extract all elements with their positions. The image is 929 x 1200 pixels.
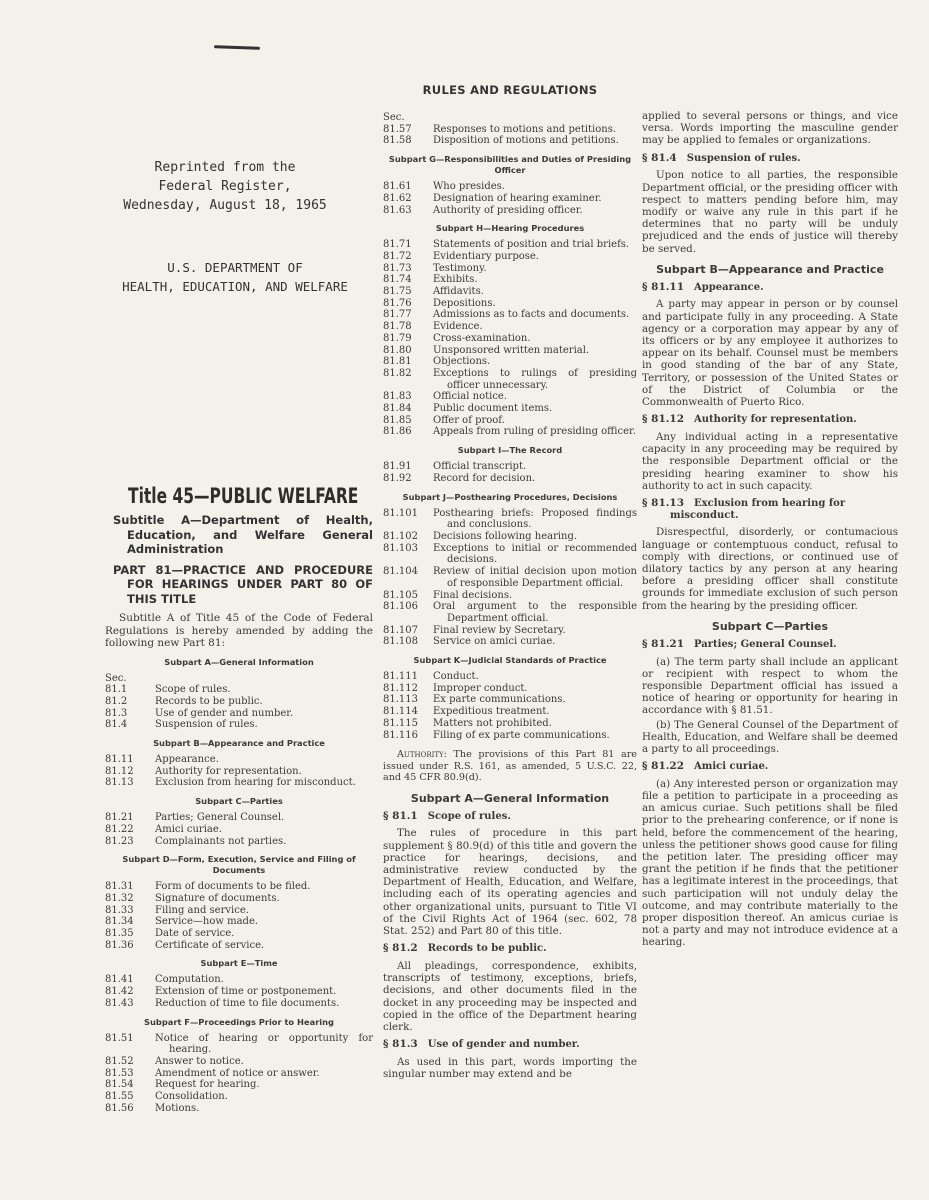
toc-section-number: 81.11 (105, 754, 134, 766)
section-number: § 81.1 (383, 809, 418, 822)
toc-entry (383, 193, 637, 205)
toc-subpart-heading: Subpart A—General Information (164, 656, 314, 667)
toc-entry (105, 916, 373, 928)
toc-entry (383, 706, 637, 718)
toc-section-number: 81.4 (105, 719, 128, 731)
toc-section-title: Official transcript. (433, 461, 527, 473)
toc-section-number: 81.57 (383, 123, 412, 135)
toc-section-number: 81.107 (383, 624, 418, 636)
toc-section-number: 81.115 (383, 717, 418, 729)
toc-section-title: Filing of ex parte communications. (433, 729, 610, 741)
toc-section-title: Exhibits. (433, 274, 478, 286)
toc-entry (383, 543, 637, 566)
toc-entry (105, 824, 373, 836)
toc-section-number: 81.34 (105, 916, 134, 928)
toc-entry (105, 836, 373, 848)
section-number: § 81.13 (642, 496, 685, 509)
toc-section-title: Appeals from ruling of presiding officer. (433, 426, 636, 438)
toc-entry (105, 1033, 373, 1056)
toc-section-number: 81.103 (383, 542, 418, 554)
toc-subpart-heading: Subpart J—Posthearing Procedures, Decisions (402, 491, 618, 502)
section-number: § 81.11 (642, 280, 685, 293)
toc-section-number: 81.73 (383, 262, 412, 274)
toc-section-number: 81.106 (383, 601, 418, 613)
toc-entry (105, 1068, 373, 1080)
toc-section-title: Authority for representation. (155, 765, 302, 777)
authority-label: Authority: (397, 749, 447, 761)
toc-section-title: Certificate of service. (155, 939, 265, 951)
toc-section-title: Statements of position and trial briefs. (433, 239, 630, 251)
toc-entry (383, 671, 637, 683)
toc-entry (383, 718, 637, 730)
toc-section-title: Form of documents to be filed. (155, 881, 311, 893)
subpart-heading: Subpart A—General Information (410, 791, 610, 805)
toc-entry (383, 135, 637, 147)
toc-section-title: Testimony. (433, 262, 487, 274)
toc-section-number: 81.55 (105, 1091, 134, 1103)
toc-section-number: 81.22 (105, 823, 134, 835)
toc-section-number: 81.71 (383, 239, 412, 251)
running-head: RULES AND REGULATIONS (422, 83, 598, 97)
toc-section-number: 81.82 (383, 367, 412, 379)
toc-entry (383, 601, 637, 624)
toc-section-title: Appearance. (155, 754, 219, 766)
toc-section-number: 81.42 (105, 986, 134, 998)
toc-section-number: 81.113 (383, 694, 418, 706)
toc-section-title: Records to be public. (155, 695, 263, 707)
scan-mark (214, 45, 260, 50)
toc-section-number: 81.83 (383, 391, 412, 403)
toc-section-number: 81.85 (383, 414, 412, 426)
toc-section-title: Evidentiary purpose. (433, 250, 539, 262)
toc-section-number: 81.41 (105, 974, 134, 986)
toc-section-title: Oral argument to the responsible Department official. (433, 601, 637, 624)
department-line: HEALTH, EDUCATION, AND WELFARE (122, 279, 348, 294)
toc-section-number: 81.91 (383, 461, 412, 473)
toc-section-title: Exclusion from hearing for misconduct. (155, 777, 356, 789)
toc-section-number: 81.86 (383, 426, 412, 438)
section-heading (642, 414, 898, 426)
toc-section-number: 81.56 (105, 1102, 134, 1114)
toc-entry (105, 754, 373, 766)
toc-section-title: Cross-examination. (433, 332, 531, 344)
subpart-heading: Subpart B—Appearance and Practice (656, 262, 884, 276)
section-heading (383, 811, 637, 823)
toc-section-title: Use of gender and number. (155, 707, 294, 719)
toc-entry (105, 696, 373, 708)
toc-section-title: Authority of presiding officer. (433, 204, 583, 216)
section-number: § 81.4 (642, 151, 677, 164)
toc-entry (383, 205, 637, 217)
toc-section-number: 81.105 (383, 589, 418, 601)
toc-entry (383, 426, 637, 438)
toc-entry (105, 1056, 373, 1068)
toc-section-title: Amici curiae. (155, 823, 222, 835)
subpart-heading: Subpart C—Parties (711, 619, 829, 633)
toc-section-number: 81.13 (105, 777, 134, 789)
toc-section-title: Disposition of motions and petitions. (433, 135, 619, 147)
toc-section-number: 81.3 (105, 707, 128, 719)
toc-entry (383, 263, 637, 275)
toc-entry (383, 694, 637, 706)
toc-section-title: Responses to motions and petitions. (433, 123, 617, 135)
toc-entry (105, 812, 373, 824)
toc-section-number: 81.102 (383, 530, 418, 542)
toc-section-title: Filing and service. (155, 904, 249, 916)
toc-section-number: 81.111 (383, 671, 418, 683)
toc-section-number: 81.33 (105, 904, 134, 916)
toc-entry (383, 274, 637, 286)
toc-entry (105, 974, 373, 986)
section-paragraph: All pleadings, correspondence, exhibits, transcripts of testimony, exceptions, briefs, decisions, and other documents filed in the docket in any proceeding may be inspected and copied in the office of the Department hearing clerk. (383, 959, 637, 1033)
section-title: Parties; General Counsel. (694, 638, 837, 650)
reprint-line: Federal Register, (158, 179, 292, 194)
toc-entry (105, 1091, 373, 1103)
toc-entry (105, 998, 373, 1010)
toc-entry (383, 345, 637, 357)
toc-section-number: 81.75 (383, 286, 412, 298)
section-paragraph: Disrespectful, disorderly, or contumacious language or contemptuous conduct, refusal to comply with directions, or continued use of dilatory tactics by any person at any hearing before a presiding officer shall constitute grounds for immediate exclusion of such person from the hearing by the presiding officer. (642, 526, 898, 612)
toc-section-title: Decisions following hearing. (433, 530, 578, 542)
toc-section-number: 81.72 (383, 250, 412, 262)
toc-entry (105, 684, 373, 696)
toc-entry (383, 461, 637, 473)
section-number: § 81.3 (383, 1038, 418, 1051)
section-heading (642, 761, 898, 773)
toc-section-title: Who presides. (433, 181, 505, 193)
section-paragraph: Any individual acting in a representative capacity in any proceeding may be required by the responsible Department official or the presiding hearing examiner to show his authority to act in such capacity. (642, 430, 898, 492)
toc-section-title: Answer to notice. (155, 1055, 244, 1067)
toc-subpart-heading: Subpart F—Proceedings Prior to Hearing (144, 1016, 334, 1027)
toc-entry (383, 590, 637, 602)
section-title: Authority for representation. (694, 414, 857, 426)
department-name (95, 258, 375, 296)
section-title: Appearance. (694, 281, 764, 293)
section-number: § 81.21 (642, 637, 685, 650)
toc-section-number: 81.21 (105, 812, 134, 824)
toc-section-number: 81.92 (383, 472, 412, 484)
toc-entry (383, 368, 637, 391)
toc-entry (105, 986, 373, 998)
toc-section-title: Review of initial decision upon motion of responsible Department official. (433, 566, 637, 589)
toc-section-title: Request for hearing. (155, 1079, 260, 1091)
toc-section-number: 81.53 (105, 1067, 134, 1079)
section-heading (642, 498, 898, 521)
section-heading (383, 1039, 637, 1051)
right-column (642, 110, 898, 951)
toc-entry (383, 403, 637, 415)
section-paragraph: (a) Any interested person or organization may file a petition to participate in a proceeding as an amicus curiae. Such petitions shall be filed prior to the prehearing conference, or if none is held, before the commencement of the hearing, unless the petitioner shows good cause for filing the petition later. The presiding officer may grant the petition if he finds that the petitioner has a legitimate interest in the proceedings, that such participation will not unduly delay the outcome, and may contribute materially to the proper disposition thereof. An amicus curiae is not a party and may not introduce evidence at a hearing. (642, 777, 898, 949)
section-title: Records to be public. (427, 943, 547, 955)
toc-section-title: Notice of hearing or opportunity for hearing. (155, 1032, 373, 1056)
toc-sec-label: Sec. (383, 112, 405, 123)
toc-entry (105, 893, 373, 905)
toc-subpart-heading: Subpart I—The Record (457, 445, 563, 456)
toc-entry (105, 881, 373, 893)
section-title: Use of gender and number. (427, 1039, 580, 1051)
toc-section-title: Scope of rules. (155, 684, 231, 696)
toc-section-number: 81.116 (383, 729, 418, 741)
toc-entry (105, 708, 373, 720)
toc-section-title: Designation of hearing examiner. (433, 192, 602, 204)
toc-entry (383, 239, 637, 251)
toc-entry (383, 251, 637, 263)
toc-subpart-heading: Subpart K—Judicial Standards of Practice (413, 655, 607, 666)
toc-section-title: Official notice. (433, 391, 508, 403)
toc-section-title: Computation. (155, 974, 224, 986)
toc-entry (383, 625, 637, 637)
toc-section-title: Objections. (433, 356, 491, 368)
toc-section-number: 81.54 (105, 1079, 134, 1091)
section-paragraph: A party may appear in person or by counsel and participate fully in any proceeding. A State agency or a corporation may appear by any of its officers or by any employee it authorizes to appear on its behalf. Counsel must be members in good standing of the bar of any State, Territory, or possession of the United States or of the District of Columbia or the Commonwealth of Puerto Rico. (642, 298, 898, 409)
section-heading (642, 282, 898, 294)
toc-section-number: 81.74 (383, 274, 412, 286)
toc-section-number: 81.104 (383, 566, 418, 578)
toc-entry (105, 777, 373, 789)
toc-entry (383, 730, 637, 742)
reprint-line: Wednesday, August 18, 1965 (123, 198, 327, 213)
toc-section-number: 81.78 (383, 321, 412, 333)
toc-subpart-heading: Subpart H—Hearing Procedures (435, 223, 585, 234)
toc-section-number: 81.61 (383, 181, 412, 193)
subtitle-heading: Subtitle A—Department of Health, Education, and Welfare General Administration (113, 513, 373, 556)
toc-entry (105, 1079, 373, 1091)
toc-section-number: 81.112 (383, 682, 418, 694)
toc-subpart-heading: Subpart E—Time (200, 958, 278, 969)
toc-section-title: Offer of proof. (433, 414, 505, 426)
toc-subpart-heading: Subpart C—Parties (195, 796, 283, 807)
toc-section-title: Conduct. (433, 671, 479, 683)
toc-section-title: Affidavits. (433, 286, 484, 298)
section-paragraph: (b) The General Counsel of the Department of Health, Education, and Welfare shall be deemed a party to all proceedings. (642, 718, 898, 755)
toc-section-number: 81.23 (105, 835, 134, 847)
toc-section-title: Consolidation. (155, 1091, 228, 1103)
toc-section-number: 81.84 (383, 403, 412, 415)
toc-entry (383, 356, 637, 368)
toc-entry (105, 928, 373, 940)
section-title: Scope of rules. (427, 810, 511, 822)
toc-subpart-heading: Subpart G—Responsibilities and Duties of Presiding Officer (388, 154, 632, 176)
section-title: Amici curiae. (694, 761, 769, 773)
toc-entry (383, 309, 637, 321)
toc-section-number: 81.81 (383, 356, 412, 368)
toc-section-title: Extension of time or postponement. (155, 986, 337, 998)
section-title: Suspension of rules. (686, 152, 801, 164)
toc-section-number: 81.79 (383, 332, 412, 344)
toc-section-title: Signature of documents. (155, 892, 280, 904)
toc-section-number: 81.52 (105, 1055, 134, 1067)
toc-section-number: 81.51 (105, 1032, 134, 1044)
toc-section-title: Reduction of time to file documents. (155, 997, 340, 1009)
toc-entry (383, 683, 637, 695)
toc-entry (383, 333, 637, 345)
toc-entry (383, 298, 637, 310)
toc-section-title: Final decisions. (433, 589, 513, 601)
section-number: § 81.22 (642, 760, 685, 773)
toc-section-title: Record for decision. (433, 472, 536, 484)
part-heading: PART 81—PRACTICE AND PROCEDURE FOR HEARINGS UNDER PART 80 OF THIS TITLE (113, 562, 373, 606)
section-heading (383, 943, 637, 955)
section-title: Exclusion from hearing for misconduct. (670, 497, 846, 521)
toc-entry (383, 473, 637, 485)
document-title: Title 45—PUBLIC WELFARE (128, 484, 359, 508)
toc-subpart-heading: Subpart B—Appearance and Practice (153, 738, 325, 749)
section-number: § 81.12 (642, 413, 685, 426)
toc-section-number: 81.12 (105, 765, 134, 777)
toc-entry (383, 508, 637, 531)
toc-section-title: Admissions as to facts and documents. (433, 309, 630, 321)
toc-entry (383, 636, 637, 648)
toc-section-title: Ex parte communications. (433, 694, 566, 706)
department-line: U.S. DEPARTMENT OF (167, 260, 303, 275)
section-heading (642, 153, 898, 165)
toc-sec-label: Sec. (105, 672, 127, 684)
toc-section-title: Motions. (155, 1102, 200, 1114)
toc-section-title: Service on amici curiae. (433, 636, 556, 648)
toc-section-number: 81.43 (105, 997, 134, 1009)
toc-section-title: Parties; General Counsel. (155, 812, 285, 824)
reprint-line: Reprinted from the (154, 160, 296, 175)
toc-section-number: 81.35 (105, 928, 134, 940)
toc-entry (383, 321, 637, 333)
toc-entry (383, 566, 637, 589)
toc-entry (105, 1103, 373, 1115)
toc-entry (383, 391, 637, 403)
section-paragraph: As used in this part, words importing the singular number may extend and be (383, 1055, 637, 1081)
toc-section-title: Evidence. (433, 321, 483, 333)
left-column (105, 513, 373, 1114)
reprint-notice (100, 158, 350, 215)
toc-entry (383, 531, 637, 543)
toc-section-number: 81.114 (383, 706, 418, 718)
toc-section-number: 81.77 (383, 309, 412, 321)
section-paragraph: Upon notice to all parties, the responsible Department official, or the presiding officer with respect to matters pending before him, may modify or waive any rule in this part if he determines that no party will be unduly prejudiced and the ends of justice will thereby be served. (642, 169, 898, 255)
toc-entry (383, 286, 637, 298)
toc-section-title: Suspension of rules. (155, 719, 258, 731)
section-paragraph: The rules of procedure in this part supplement § 80.9(d) of this title and govern the practice for hearings, decisions, and administrative review conducted by the Department of Health, Education, and Welfare, including each of its operating agencies and other organizational units, pursuant to Title VI of the Civil Rights Act of 1964 (sec. 602, 78 Stat. 252) and Part 80 of this title. (383, 827, 637, 938)
intro-paragraph: Subtitle A of Title 45 of the Code of Federal Regulations is hereby amended by adding the following new Part 81: (105, 612, 373, 649)
toc-section-number: 81.2 (105, 695, 128, 707)
toc-section-number: 81.101 (383, 507, 418, 519)
toc-section-number: 81.108 (383, 636, 418, 648)
toc-section-title: Depositions. (433, 297, 496, 309)
toc-section-title: Service—how made. (155, 916, 259, 928)
section-heading (642, 639, 898, 651)
toc-section-number: 81.76 (383, 297, 412, 309)
section-number: § 81.2 (383, 942, 418, 955)
toc-section-title: Date of service. (155, 928, 235, 940)
toc-entry (383, 124, 637, 136)
toc-section-title: Exceptions to initial or recommended decisions. (433, 542, 637, 566)
toc-section-number: 81.63 (383, 204, 412, 216)
toc-section-title: Expeditious treatment. (433, 706, 550, 718)
toc-entry (383, 415, 637, 427)
toc-entry (105, 940, 373, 952)
toc-section-number: 81.58 (383, 135, 412, 147)
toc-section-title: Public document items. (433, 403, 553, 415)
toc-entry (383, 181, 637, 193)
toc-entry (105, 905, 373, 917)
authority-note (383, 749, 637, 784)
toc-section-number: 81.32 (105, 892, 134, 904)
authority-text: The provisions of this Part 81 are issued under R.S. 161, as amended, 5 U.S.C. 22, and 45 CFR 80.9(d). (383, 749, 637, 784)
toc-entry (105, 766, 373, 778)
toc-section-title: Unsponsored written material. (433, 344, 590, 356)
section-paragraph: (a) The term party shall include an applicant or recipient with respect to whom the responsible Department official has issued a notice of hearing or opportunity for hearing in accordance with § 81.51. (642, 655, 898, 717)
toc-section-title: Exceptions to rulings of presiding officer unnecessary. (433, 367, 637, 391)
toc-section-number: 81.31 (105, 881, 134, 893)
section-paragraph: applied to several persons or things, and vice versa. Words importing the masculine gender may be applied to females or organizations. (642, 110, 898, 147)
toc-section-number: 81.62 (383, 192, 412, 204)
toc-section-title: Matters not prohibited. (433, 717, 552, 729)
toc-subpart-heading: Subpart D—Form, Execution, Service and Filing of Documents (122, 854, 356, 876)
toc-section-number: 81.80 (383, 344, 412, 356)
toc-section-number: 81.36 (105, 939, 134, 951)
toc-entry (105, 719, 373, 731)
middle-column (383, 110, 637, 1082)
toc-section-title: Complainants not parties. (155, 835, 287, 847)
toc-section-number: 81.1 (105, 684, 128, 696)
toc-section-title: Final review by Secretary. (433, 624, 566, 636)
toc-section-title: Amendment of notice or answer. (155, 1067, 320, 1079)
toc-section-title: Improper conduct. (433, 682, 528, 694)
toc-section-title: Posthearing briefs: Proposed findings and conclusions. (433, 507, 637, 531)
